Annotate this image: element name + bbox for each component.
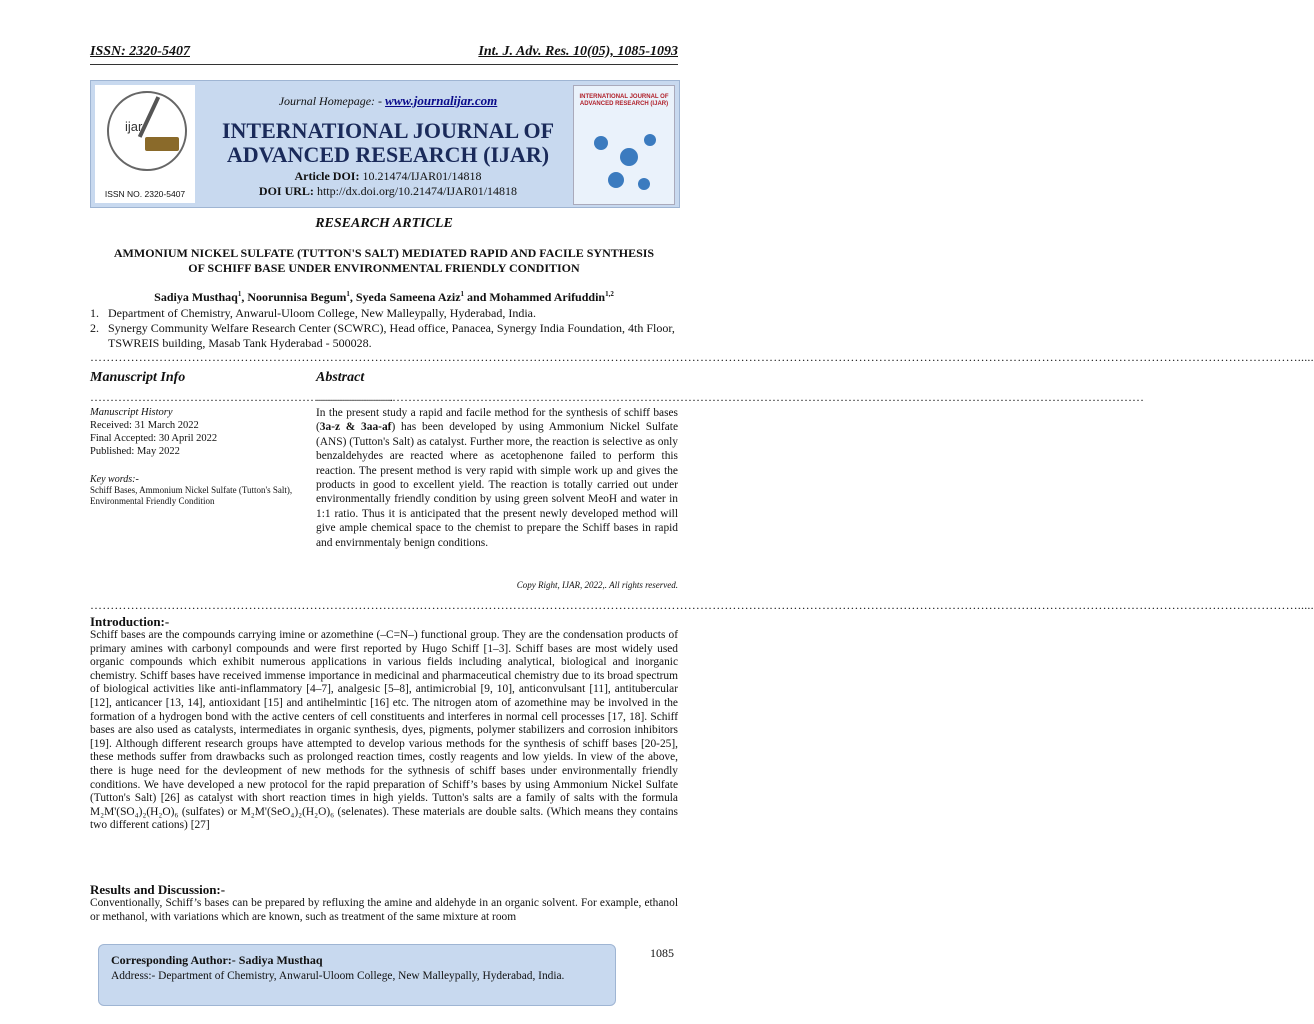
author-name: Sadiya Musthaq <box>154 290 238 304</box>
article-type: RESEARCH ARTICLE <box>315 216 453 231</box>
abstract-text <box>316 406 678 550</box>
author-sup: 1 <box>237 290 242 298</box>
abstract-part: ) has been developed by using Ammonium Nickel Sulfate (ANS) (Tutton's Salt) as catalyst. Further more, the reaction is selective as only benzaldehydes are reacted where as acetophenone failed to perform this reaction. The present method is very rapid with simple work up and gives the products in good to excellent yield. The reaction is totally carried out under environmentally friendly condition by using green solvent MeoH and water in 1:1 ratio. Thus it is anticipated that the present newly developed method will give ample chemical space to the chemist to prepare the Schiff bases in rapid and envirnmentaly benign conditions. <box>316 421 678 549</box>
manuscript-history <box>90 406 300 458</box>
intro-part: (sulfates) or <box>178 805 241 818</box>
separator-dots: ………………………………………………………………………………………………………………………………………………………………………………………………………………………………………………………………………..... <box>90 598 1314 612</box>
cover-title: INTERNATIONAL JOURNAL OF ADVANCED RESEARCH (IJAR) <box>579 94 669 107</box>
separator-dots: …………………………………………………………………. <box>90 390 393 404</box>
introduction-text <box>90 629 678 833</box>
doi-block <box>201 169 575 199</box>
results-heading: Results and Discussion:- <box>90 882 226 897</box>
keywords-text: Schiff Bases, Ammonium Nickel Sulfate (Tutton's Salt), Environmental Friendly Condition <box>90 485 293 506</box>
header-rule <box>90 64 678 65</box>
molecule-icon <box>608 172 624 188</box>
journal-title-line2: ADVANCED RESEARCH (IJAR) <box>226 142 550 167</box>
formula-sulfate: M₂M'(SO₄)₂(H₂O)₆ <box>90 805 179 818</box>
author-sep: , <box>349 290 356 304</box>
copyright-notice: Copy Right, IJAR, 2022,. All rights reserved. <box>516 580 678 590</box>
received-date: Received: 31 March 2022 <box>90 420 199 431</box>
affiliation-item: 2. Synergy Community Welfare Research Center (SCWRC), Head office, Panacea, Synergy India Foundation, 4th Floor, TSWREIS building, Masab Tank Hyderabad - 500028. <box>90 321 675 350</box>
corresponding-author: Corresponding Author:- Sadiya Musthaq <box>111 953 323 967</box>
published-date: Published: May 2022 <box>90 446 180 457</box>
separator-dots: ……………………………………………………………………………………………………………………………………………………………………………………… <box>316 390 1144 404</box>
molecule-icon <box>594 136 608 150</box>
book-icon <box>145 137 179 151</box>
author-sep: , <box>241 290 248 304</box>
doi-label: Article DOI: <box>294 169 360 183</box>
paper-title <box>90 246 678 276</box>
results-text: Conventionally, Schiff’s bases can be prepared by refluxing the amine and aldehyde in an organic solvent. For example, ethanol or methanol, with variations which are known, such as treatment of the same mixture at room <box>90 897 678 923</box>
issn-label: ISSN: 2320-5407 <box>90 44 190 59</box>
homepage-label: Journal Homepage: - <box>278 94 383 108</box>
formula-selenate: M₂M'(SeO₄)₂(H₂O)₆ <box>240 805 335 818</box>
author-name: Noorunnisa Begum <box>247 290 347 304</box>
affiliations <box>90 306 678 351</box>
author-sup: 1 <box>346 290 350 298</box>
doi-url-label: DOI URL: <box>258 184 314 198</box>
abstract-bold: 3a-z & 3aa-af <box>319 421 392 434</box>
paper-title-line1: AMMONIUM NICKEL SULFATE (TUTTON'S SALT) MEDIATED RAPID AND FACILE SYNTHESIS <box>113 246 655 260</box>
author-list <box>90 290 678 305</box>
molecule-icon <box>620 148 638 166</box>
journal-homepage <box>201 93 575 109</box>
journal-banner <box>90 80 680 208</box>
author-name: Syeda Sameena Aziz <box>355 290 461 304</box>
journal-citation: Int. J. Adv. Res. 10(05), 1085-1093 <box>478 44 678 59</box>
logo-issn: ISSN NO. 2320-5407 <box>104 189 186 199</box>
affiliation-item: 1. Department of Chemistry, Anwarul-Uloom College, New Malleypally, Hyderabad, India. <box>90 306 536 320</box>
doi-value: 10.21474/IJAR01/14818 <box>362 169 482 183</box>
keywords-block <box>90 474 300 507</box>
history-label: Manuscript History <box>90 407 173 418</box>
author-sup: 1,2 <box>605 290 614 298</box>
intro-part: Schiff bases are the compounds carrying imine or azomethine (–C=N–) functional group. They are the condensation products of primary amines with carbonyl compounds and were first reported by Hugo Schiff [1–3]. Schiff bases are most widely used organic compounds which exhibit numerous applications in various fields including analytical, biological and inorganic chemistry. Schiff bases have received immense importance in medicinal and pharmaceutical chemistry due to its broad spectrum of biological activities like anti-inflammatory [4–7], analgesic [5–8], antimicrobial [9, 10], anticonvulsant [11], antitubercular [12], anticancer [13, 14], antioxidant [15] and antihelmintic [16] etc. The nitrogen atom of azomethine may be involved in the formation of a hydrogen bond with the active centers of cell constituents and interferes in normal cell processes [17, 18]. Schiff bases are also used as catalysts, intermediates in organic synthesis, dyes, pigments, polymer stabilizers and corrosion inhibitors [19]. Although different research groups have attempted to develop various methods for the synthesis of schiff bases [20-25], these methods suffer from drawbacks such as prolonged reaction times, costly reagents and low yields. In view of the above, there is huge need for the devleopment of new methods for the sythnesis of schiff bases under environmentally friendly conditions. We have developed a new protocol for the rapid preparation of Schiff’s bases by using Ammonium Nickel Sulfate (Tutton's Salt) [26] as catalyst with short reaction times in high yields. Tutton's salts are a family of salts with the formula <box>90 629 678 805</box>
intro-part: (selenates). These materials are double salts. (Which means they contains two different cations) [27] <box>90 805 678 832</box>
abstract-heading: Abstract <box>316 370 365 385</box>
journal-logo <box>95 85 195 203</box>
journal-title-line1: INTERNATIONAL JOURNAL OF <box>221 118 555 143</box>
accepted-date: Final Accepted: 30 April 2022 <box>90 433 218 444</box>
separator-dots: ………………………………………………………………………………………………………………………………………………………………………………………………………………………………………………………………………..... <box>90 350 1314 364</box>
doi-url-link[interactable]: http://dx.doi.org/10.21474/IJAR01/14818 <box>316 184 518 198</box>
abstract-part: In the present study a rapid and facile method for the synthesis of schiff bases ( <box>316 407 678 434</box>
introduction-heading: Introduction:- <box>90 614 170 629</box>
author-name: Mohammed Arifuddin <box>489 290 606 304</box>
molecule-icon <box>638 178 650 190</box>
homepage-link[interactable]: www.journalijar.com <box>385 93 498 108</box>
author-sep: and <box>464 290 490 304</box>
molecule-icon <box>644 134 656 146</box>
page-number: 1085 <box>650 946 674 960</box>
author-sup: 1 <box>460 290 465 298</box>
corresponding-author-box <box>98 944 616 1006</box>
page-header <box>90 44 678 60</box>
logo-text: ijar <box>125 119 143 134</box>
corresponding-address: Address:- Department of Chemistry, Anwarul-Uloom College, New Malleypally, Hyderabad, India. <box>111 970 565 982</box>
manuscript-info-heading: Manuscript Info <box>90 370 186 385</box>
journal-title <box>201 119 575 167</box>
journal-cover-thumbnail <box>573 85 675 205</box>
logo-circle-icon <box>107 91 187 171</box>
keywords-label: Key words:- <box>90 474 139 485</box>
paper-title-line2: OF SCHIFF BASE UNDER ENVIRONMENTAL FRIENDLY CONDITION <box>188 261 580 275</box>
